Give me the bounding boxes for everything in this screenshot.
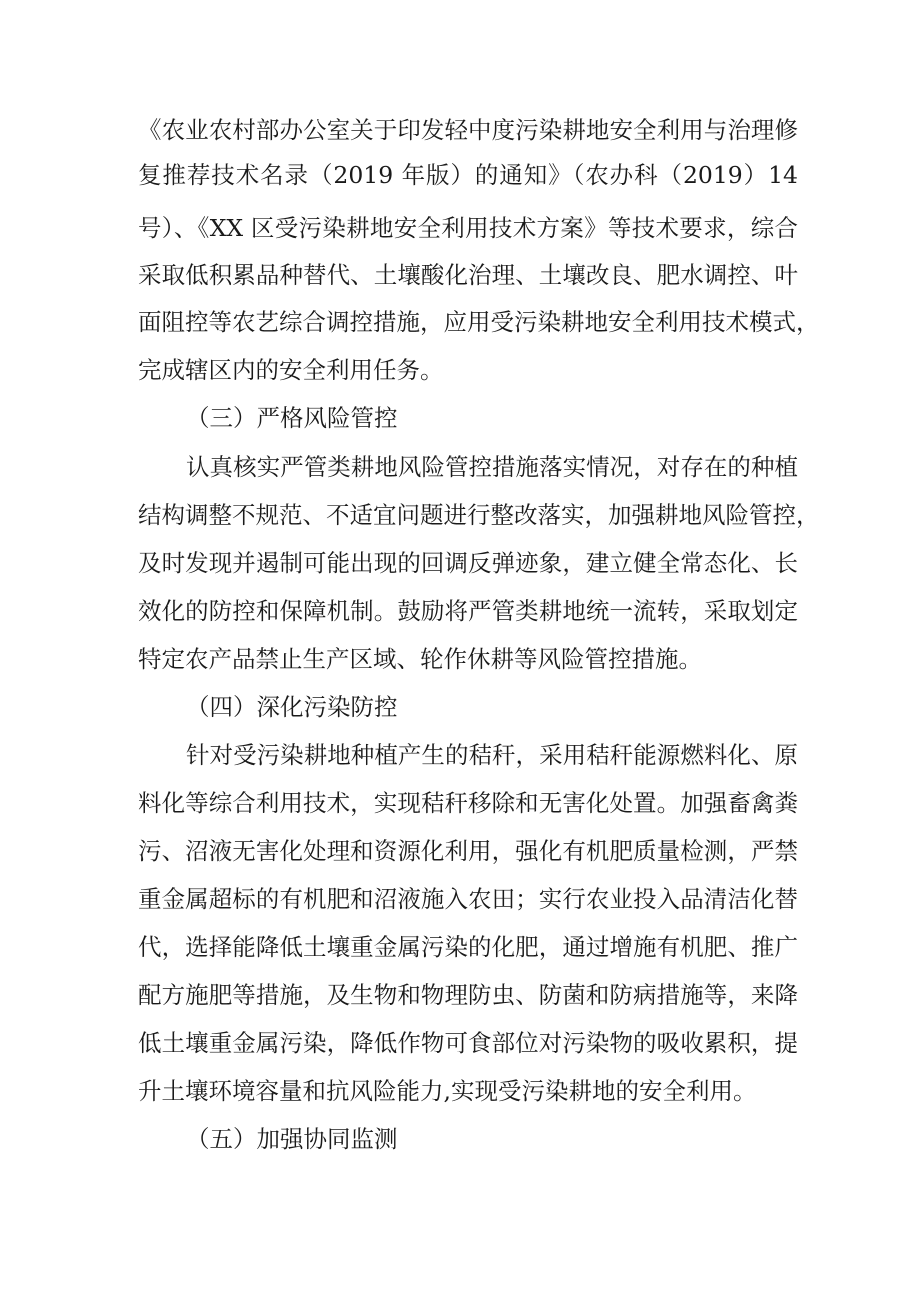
section-heading-4: （四）深化污染防控 [186, 693, 398, 721]
text-line: 低土壤重金属污染，降低作物可食部位对污染物的吸收累积，提 [138, 1029, 798, 1057]
text-line: 号）、《XX 区受污染耕地安全利用技术方案》等技术要求，综合 [138, 214, 798, 242]
section-heading-3: （三）严格风险管控 [186, 404, 398, 432]
text-line: 升土壤环境容量和抗风险能力,实现受污染耕地的安全利用。 [138, 1077, 757, 1105]
text-line: 污、沼液无害化处理和资源化利用，强化有机肥质量检测，严禁 [138, 837, 798, 865]
text-line: 完成辖区内的安全利用任务。 [138, 356, 444, 384]
text-line: 《农业农村部办公室关于印发轻中度污染耕地安全利用与治理修 [138, 116, 798, 144]
text-line: 复推荐技术名录（2019 年版）的通知》（农办科（2019）14 [138, 161, 798, 189]
text-line: 配方施肥等措施，及生物和物理防虫、防菌和防病措施等，来降 [138, 981, 798, 1009]
text-line: 采取低积累品种替代、土壤酸化治理、土壤改良、肥水调控、叶 [138, 261, 798, 289]
text-line: 认真核实严管类耕地风险管控措施落实情况，对存在的种植 [186, 453, 798, 481]
text-line: 特定农产品禁止生产区域、轮作休耕等风险管控措施。 [138, 645, 702, 673]
text-line: 重金属超标的有机肥和沼液施入农田；实行农业投入品清洁化替 [138, 885, 798, 913]
text-line: 及时发现并遏制可能出现的回调反弹迹象，建立健全常态化、长 [138, 549, 798, 577]
text-line: 面阻控等农艺综合调控措施，应用受污染耕地安全利用技术模式， [138, 308, 820, 336]
text-line: 结构调整不规范、不适宜问题进行整改落实，加强耕地风险管控， [138, 501, 820, 529]
text-line: 效化的防控和保障机制。鼓励将严管类耕地统一流转，采取划定 [138, 597, 798, 625]
section-heading-5: （五）加强协同监测 [186, 1125, 398, 1153]
text-line: 料化等综合利用技术，实现秸秆移除和无害化处置。加强畜禽粪 [138, 789, 798, 817]
text-line: 针对受污染耕地种植产生的秸秆，采用秸秆能源燃料化、原 [186, 741, 798, 769]
text-line: 代，选择能降低土壤重金属污染的化肥，通过增施有机肥、推广 [138, 933, 798, 961]
